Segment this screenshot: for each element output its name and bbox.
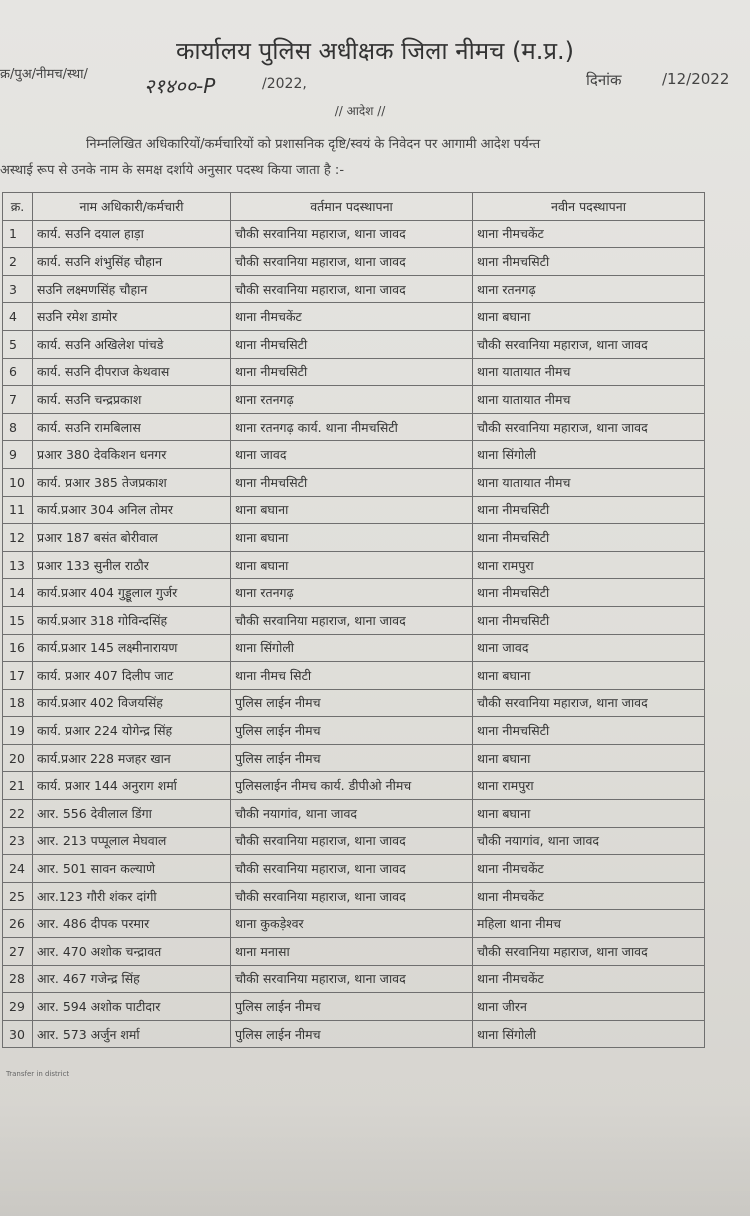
cell-serial: 7 [3,386,33,414]
cell-serial: 19 [3,717,33,745]
cell-name: आर.123 गौरी शंकर दांगी [33,882,231,910]
table-row [3,275,705,303]
cell-new-posting: थाना यातायात नीमच [473,386,705,414]
cell-new-posting: थाना नीमचकेंट [473,882,705,910]
cell-new-posting: थाना नीमचकेंट [473,855,705,883]
table-row [3,772,705,800]
cell-new-posting: थाना नीमचसिटी [473,606,705,634]
cell-new-posting: थाना नीमचसिटी [473,579,705,607]
order-heading: // आदेश // [334,104,386,118]
cell-serial: 2 [3,248,33,276]
cell-current-posting: चौकी सरवानिया महाराज, थाना जावद [231,220,473,248]
table-row [3,496,705,524]
cell-serial: 25 [3,882,33,910]
cell-name: कार्य. प्रआर 144 अनुराग शर्मा [33,772,231,800]
cell-serial: 27 [3,938,33,966]
cell-new-posting: महिला थाना नीमच [473,910,705,938]
cell-serial: 14 [3,579,33,607]
cell-current-posting: थाना नीमचसिटी [231,468,473,496]
cell-new-posting: थाना नीमचकेंट [473,965,705,993]
cell-current-posting: थाना नीमचसिटी [231,358,473,386]
cell-current-posting: थाना रतनगढ़ [231,579,473,607]
cell-current-posting: थाना बघाना [231,551,473,579]
cell-name: आर. 573 अर्जुन शर्मा [33,1020,231,1048]
cell-current-posting: थाना जावद [231,441,473,469]
cell-serial: 30 [3,1020,33,1048]
bottom-shadow [0,1100,750,1216]
cell-serial: 3 [3,275,33,303]
reference-prefix: क्र/पुअ/नीमच/स्था/ [0,67,88,82]
cell-name: कार्य. सउनि रामबिलास [33,413,231,441]
date-label: दिनांक [586,71,622,89]
cell-serial: 11 [3,496,33,524]
cell-current-posting: पुलिस लाईन नीमच [231,744,473,772]
table-body [3,220,705,1048]
cell-new-posting: चौकी सरवानिया महाराज, थाना जावद [473,938,705,966]
table-row [3,303,705,331]
table-row [3,882,705,910]
cell-name: कार्य.प्रआर 304 अनिल तोमर [33,496,231,524]
cell-name: आर. 501 सावन कल्याणे [33,855,231,883]
cell-current-posting: थाना बघाना [231,524,473,552]
cell-current-posting: चौकी नयागांव, थाना जावद [231,800,473,828]
cell-new-posting: थाना बघाना [473,662,705,690]
cell-serial: 21 [3,772,33,800]
cell-name: कार्य. सउनि शंभुसिंह चौहान [33,248,231,276]
cell-name: सउनि लक्ष्मणसिंह चौहान [33,275,231,303]
cell-new-posting: थाना सिंगोली [473,441,705,469]
cell-serial: 6 [3,358,33,386]
table-row [3,606,705,634]
cell-name: कार्य. सउनि दयाल हाड़ा [33,220,231,248]
cell-current-posting: थाना बघाना [231,496,473,524]
header-serial: क्र. [3,193,33,221]
cell-current-posting: थाना मनासा [231,938,473,966]
cell-new-posting: थाना नीमचसिटी [473,717,705,745]
cell-serial: 23 [3,827,33,855]
cell-current-posting: पुलिस लाईन नीमच [231,717,473,745]
cell-serial: 17 [3,662,33,690]
cell-name: आर. 556 देवीलाल डिंगा [33,800,231,828]
cell-serial: 1 [3,220,33,248]
cell-serial: 15 [3,606,33,634]
cell-new-posting: थाना नीमचसिटी [473,496,705,524]
cell-new-posting: चौकी सरवानिया महाराज, थाना जावद [473,413,705,441]
table-row [3,938,705,966]
table-row [3,993,705,1021]
header-current-posting: वर्तमान पदस्थापना [231,193,473,221]
office-title: कार्यालय पुलिस अधीक्षक जिला नीमच (म.प्र.) [175,37,575,65]
cell-current-posting: थाना नीमचसिटी [231,330,473,358]
cell-new-posting: थाना रामपुरा [473,551,705,579]
table-row [3,248,705,276]
table-row [3,524,705,552]
reference-year: /2022, [262,76,307,92]
cell-name: कार्य. सउनि दीपराज केथवास [33,358,231,386]
cell-serial: 28 [3,965,33,993]
table-row [3,717,705,745]
cell-name: कार्य. सउनि अखिलेश पांचडे [33,330,231,358]
transfer-table [2,192,705,1048]
cell-current-posting: थाना रतनगढ़ [231,386,473,414]
cell-new-posting: चौकी नयागांव, थाना जावद [473,827,705,855]
cell-new-posting: थाना यातायात नीमच [473,468,705,496]
cell-new-posting: थाना नीमचकेंट [473,220,705,248]
table-row [3,358,705,386]
cell-serial: 29 [3,993,33,1021]
cell-current-posting: चौकी सरवानिया महाराज, थाना जावद [231,248,473,276]
cell-new-posting: थाना जावद [473,634,705,662]
table-row [3,441,705,469]
table-row [3,662,705,690]
cell-name: आर. 486 दीपक परमार [33,910,231,938]
cell-name: प्रआर 380 देवकिशन धनगर [33,441,231,469]
table-row [3,1020,705,1048]
cell-new-posting: थाना बघाना [473,800,705,828]
cell-current-posting: चौकी सरवानिया महाराज, थाना जावद [231,606,473,634]
cell-serial: 12 [3,524,33,552]
cell-name: कार्य. प्रआर 224 योगेन्द्र सिंह [33,717,231,745]
cell-new-posting: थाना नीमचसिटी [473,248,705,276]
cell-serial: 26 [3,910,33,938]
table-row [3,965,705,993]
cell-new-posting: थाना रामपुरा [473,772,705,800]
table-row [3,855,705,883]
cell-current-posting: थाना नीमच सिटी [231,662,473,690]
cell-new-posting: थाना सिंगोली [473,1020,705,1048]
table-row [3,689,705,717]
table-row [3,386,705,414]
cell-new-posting: थाना नीमचसिटी [473,524,705,552]
cell-current-posting: चौकी सरवानिया महाराज, थाना जावद [231,855,473,883]
cell-name: आर. 470 अशोक चन्द्रावत [33,938,231,966]
table-row [3,413,705,441]
intro-line-2: अस्थाई रूप से उनके नाम के समक्ष दर्शाये अनुसार पदस्थ किया जाता है :- [0,163,345,178]
intro-paragraph [0,132,750,184]
table-row [3,634,705,662]
cell-current-posting: पुलिस लाईन नीमच [231,689,473,717]
table-header-row [3,193,705,221]
reference-number: २१४००-P [144,74,216,98]
cell-name: आर. 213 पप्पूलाल मेघवाल [33,827,231,855]
cell-name: कार्य.प्रआर 145 लक्ष्मीनारायण [33,634,231,662]
cell-serial: 22 [3,800,33,828]
cell-name: कार्य. प्रआर 385 तेजप्रकाश [33,468,231,496]
cell-new-posting: चौकी सरवानिया महाराज, थाना जावद [473,689,705,717]
cell-new-posting: थाना रतनगढ़ [473,275,705,303]
cell-current-posting: चौकी सरवानिया महाराज, थाना जावद [231,827,473,855]
cell-new-posting: चौकी सरवानिया महाराज, थाना जावद [473,330,705,358]
table-row [3,800,705,828]
cell-name: कार्य.प्रआर 318 गोविन्दसिंह [33,606,231,634]
cell-current-posting: थाना नीमचकेंट [231,303,473,331]
cell-name: प्रआर 133 सुनील राठौर [33,551,231,579]
cell-current-posting: थाना कुकड़ेश्वर [231,910,473,938]
cell-current-posting: पुलिस लाईन नीमच [231,1020,473,1048]
table-row [3,827,705,855]
cell-name: आर. 594 अशोक पाटीदार [33,993,231,1021]
cell-serial: 9 [3,441,33,469]
cell-serial: 4 [3,303,33,331]
cell-name: कार्य. प्रआर 407 दिलीप जाट [33,662,231,690]
table-row [3,468,705,496]
table-row [3,744,705,772]
cell-name: कार्य.प्रआर 402 विजयसिंह [33,689,231,717]
cell-name: कार्य. सउनि चन्द्रप्रकाश [33,386,231,414]
cell-current-posting: पुलिसलाईन नीमच कार्य. डीपीओ नीमच [231,772,473,800]
cell-current-posting: चौकी सरवानिया महाराज, थाना जावद [231,965,473,993]
table-row [3,220,705,248]
intro-line-1: निम्नलिखित अधिकारियों/कर्मचारियों को प्रशासनिक दृष्टि/स्वयं के निवेदन पर आगामी आदेश पर्यन्त [86,137,541,152]
cell-serial: 13 [3,551,33,579]
cell-current-posting: थाना सिंगोली [231,634,473,662]
cell-name: सउनि रमेश डामोर [33,303,231,331]
cell-name: कार्य.प्रआर 228 मजहर खान [33,744,231,772]
cell-new-posting: थाना जीरन [473,993,705,1021]
cell-serial: 16 [3,634,33,662]
cell-name: आर. 467 गजेन्द्र सिंह [33,965,231,993]
table-row [3,579,705,607]
footer-note: Transfer in district [6,1070,70,1078]
cell-serial: 10 [3,468,33,496]
table-row [3,330,705,358]
cell-name: प्रआर 187 बसंत बोरीवाल [33,524,231,552]
cell-current-posting: थाना रतनगढ़ कार्य. थाना नीमचसिटी [231,413,473,441]
cell-serial: 24 [3,855,33,883]
cell-current-posting: पुलिस लाईन नीमच [231,993,473,1021]
table-row [3,910,705,938]
cell-new-posting: थाना बघाना [473,303,705,331]
cell-serial: 8 [3,413,33,441]
cell-name: कार्य.प्रआर 404 गुड्डूलाल गुर्जर [33,579,231,607]
cell-serial: 20 [3,744,33,772]
cell-current-posting: चौकी सरवानिया महाराज, थाना जावद [231,882,473,910]
cell-current-posting: चौकी सरवानिया महाराज, थाना जावद [231,275,473,303]
header-new-posting: नवीन पदस्थापना [473,193,705,221]
cell-serial: 5 [3,330,33,358]
header-name: नाम अधिकारी/कर्मचारी [33,193,231,221]
table-row [3,551,705,579]
cell-serial: 18 [3,689,33,717]
cell-new-posting: थाना बघाना [473,744,705,772]
date-value: /12/2022 [662,70,730,88]
cell-new-posting: थाना यातायात नीमच [473,358,705,386]
